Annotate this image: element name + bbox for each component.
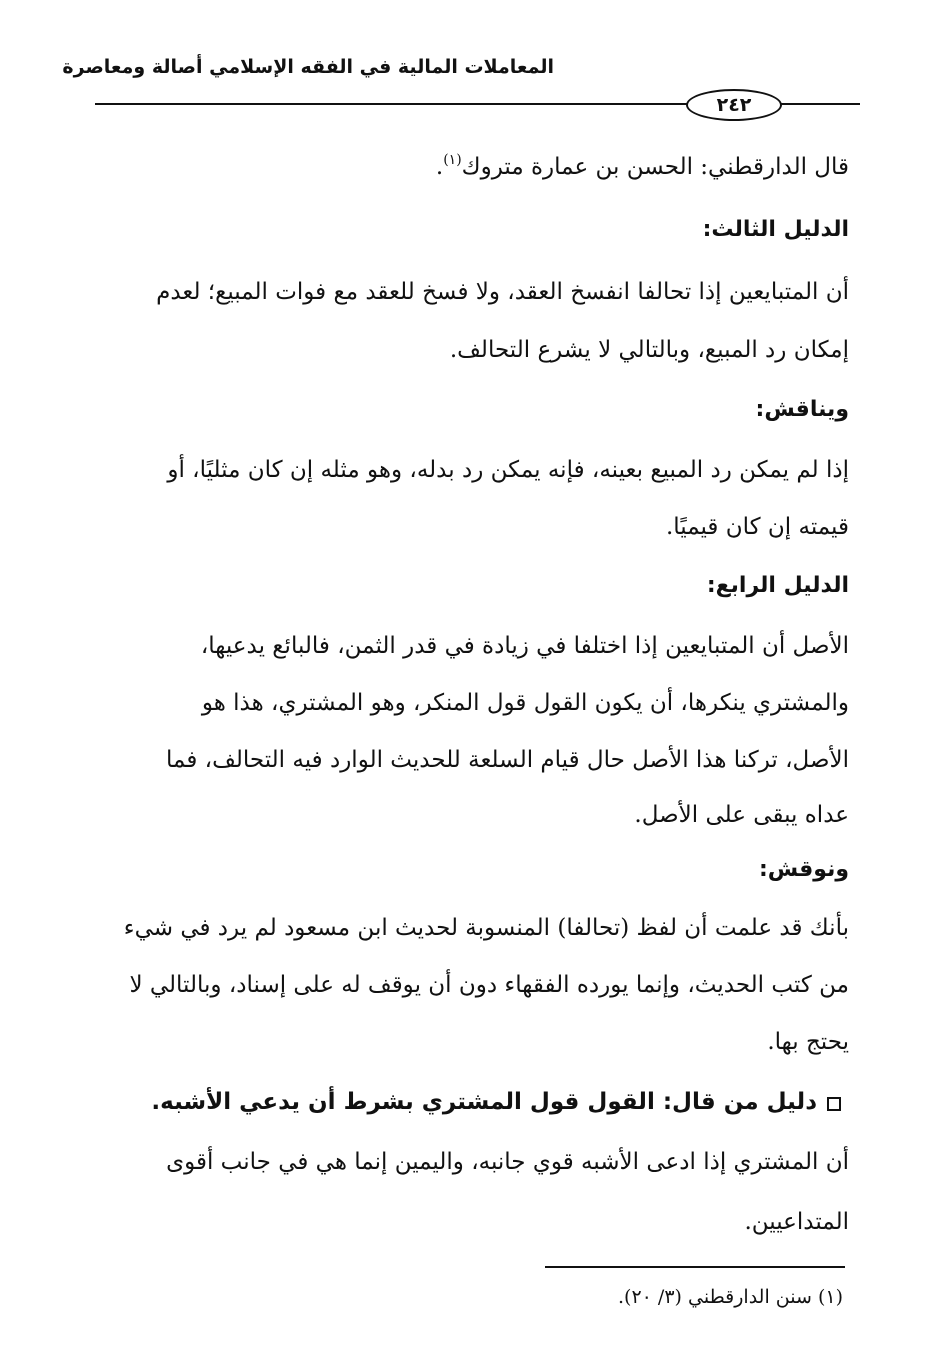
discussion-1-heading: ويناقش: (755, 397, 849, 422)
section-line-2: المتداعيين. (744, 1209, 849, 1235)
quote-text: قال الدارقطني: الحسن بن عمارة متروك (461, 154, 849, 180)
footnote-reference: (١) (443, 152, 462, 168)
discussion-2-heading: ونوقش: (758, 857, 849, 882)
quote-end: . (435, 154, 444, 180)
fourth-evidence-line-2: والمشتري ينكرها، أن يكون القول قول المنكر، وهو المشتري، هذا هو (201, 690, 849, 716)
quote-line (436, 137, 849, 197)
running-header-title: المعاملات المالية في الفقه الإسلامي أصالة ومعاصرة (62, 56, 554, 78)
discussion-1-line-1: إذا لم يمكن رد المبيع بعينه، فإنه يمكن رد بدله، وهو مثله إن كان مثليًا، أو (167, 457, 849, 483)
footnote-text: سنن الدارقطني (٣/ ٢٠). (618, 1286, 812, 1308)
page-number: ٢٤٢ (686, 89, 782, 121)
section-heading (151, 1072, 841, 1132)
discussion-2-line-3: يحتج بها. (767, 1029, 849, 1055)
footnote (618, 1286, 843, 1308)
third-evidence-heading: الدليل الثالث: (702, 217, 849, 242)
section-line-1: أن المشتري إذا ادعى الأشبه قوي جانبه، واليمين إنما هي في جانب أقوى (166, 1149, 849, 1175)
section-heading-text: دليل من قال: القول قول المشتري بشرط أن يدعي الأشبه. (151, 1089, 817, 1115)
fourth-evidence-line-3: الأصل، تركنا هذا الأصل حال قيام السلعة للحديث الوارد فيه التحالف، فما (166, 747, 849, 773)
footnote-number: (١) (817, 1286, 843, 1308)
footnote-divider (545, 1266, 845, 1268)
third-evidence-line-2: إمكان رد المبيع، وبالتالي لا يشرع التحالف. (449, 337, 849, 363)
fourth-evidence-heading: الدليل الرابع: (706, 573, 849, 598)
square-bullet-icon (827, 1097, 841, 1111)
third-evidence-line-1: أن المتبايعين إذا تحالفا انفسخ العقد، ولا فسخ للعقد مع فوات المبيع؛ لعدم (156, 279, 849, 305)
discussion-1-line-2: قيمته إن كان قيميًا. (665, 514, 849, 540)
discussion-2-line-2: من كتب الحديث، وإنما يورده الفقهاء دون أن يوقف له على إسناد، وبالتالي لا (129, 972, 849, 998)
fourth-evidence-line-1: الأصل أن المتبايعين إذا اختلفا في زيادة في قدر الثمن، فالبائع يدعيها، (200, 633, 849, 659)
fourth-evidence-line-4: عداه يبقى على الأصل. (634, 802, 849, 828)
discussion-2-line-1: بأنك قد علمت أن لفظ (تحالفا) المنسوبة لحديث ابن مسعود لم يرد في شيء (123, 915, 849, 941)
